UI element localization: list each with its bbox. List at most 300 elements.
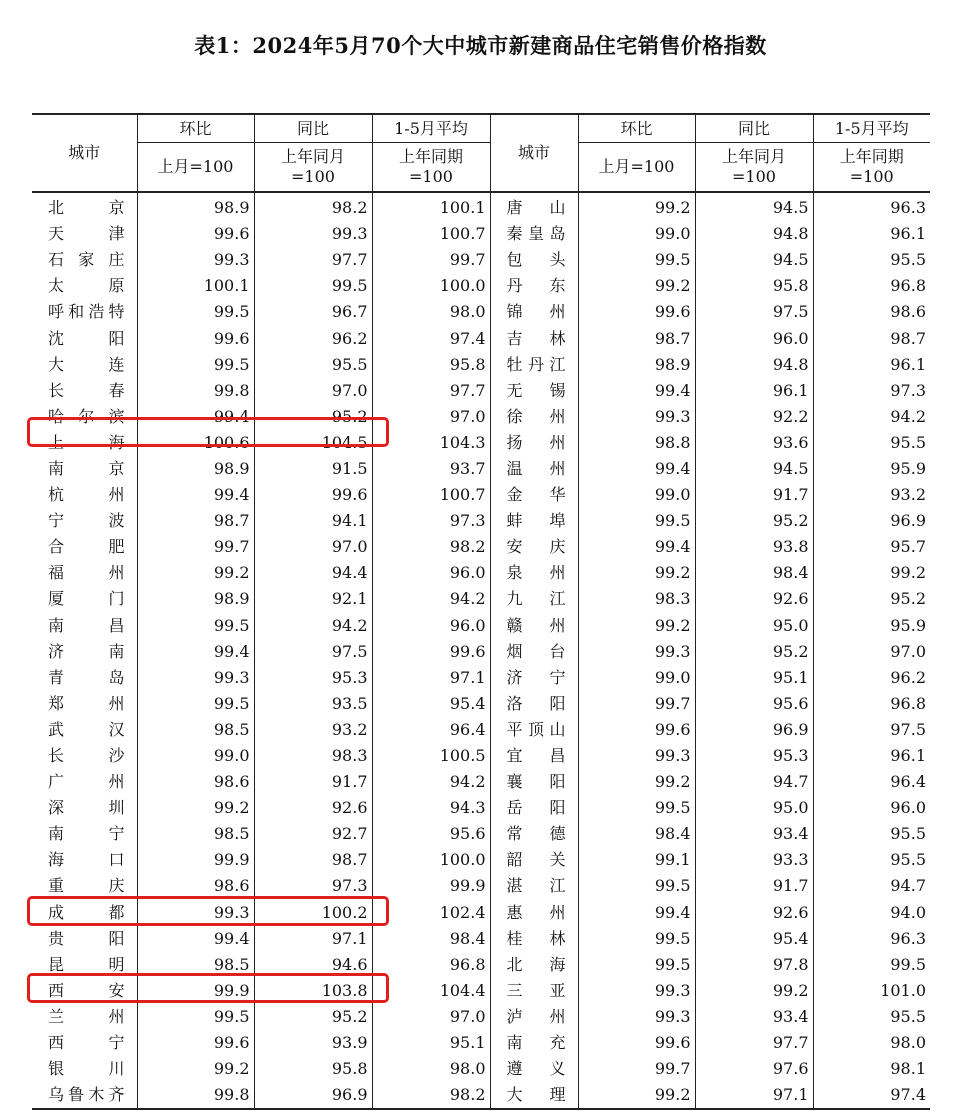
cell-city-left: 乌鲁木齐 [32, 1082, 137, 1109]
cell-city-left: 呼和浩特 [48, 302, 125, 322]
cell-mom-right: 99.5 [578, 952, 695, 978]
cell-mom-right: 99.4 [578, 534, 695, 560]
table-row [32, 691, 930, 717]
header-mom-right: 环比 [578, 114, 695, 143]
cell-yoy-left: 95.2 [254, 1004, 372, 1030]
cell-city-right: 韶关 [490, 847, 578, 873]
cell-city-left: 南宁 [48, 824, 125, 844]
cell-avg-right: 94.2 [813, 404, 930, 430]
table-row [32, 1030, 930, 1056]
cell-yoy-left: 93.5 [254, 691, 372, 717]
cell-city-right: 泸州 [490, 1004, 578, 1030]
cell-mom-left: 99.2 [137, 795, 254, 821]
cell-mom-left: 98.5 [137, 952, 254, 978]
cell-city-right: 牡丹江 [490, 352, 578, 378]
cell-city-right: 北海 [490, 952, 578, 978]
header-city-left: 城市 [32, 114, 137, 192]
cell-city-left: 昆明 [48, 954, 125, 974]
cell-avg-right: 95.5 [813, 247, 930, 273]
header-avg-base-right: 上年同期 =100 [813, 143, 930, 193]
cell-city-left: 南昌 [48, 615, 125, 635]
cell-mom-right: 98.4 [578, 821, 695, 847]
cell-yoy-left: 100.2 [254, 900, 372, 926]
cell-yoy-left: 93.9 [254, 1030, 372, 1056]
table-row [32, 769, 930, 795]
cell-mom-left: 98.9 [137, 192, 254, 221]
cell-avg-left: 93.7 [372, 456, 490, 482]
cell-mom-left: 99.6 [137, 221, 254, 247]
cell-yoy-right: 97.7 [695, 1030, 813, 1056]
cell-mom-left: 100.6 [137, 430, 254, 456]
cell-city-left: 杭州 [48, 485, 125, 505]
cell-yoy-right: 95.4 [695, 926, 813, 952]
cell-city-right: 吉林 [490, 325, 578, 351]
cell-city-right: 大理 [490, 1082, 578, 1109]
table-row [32, 404, 930, 430]
cell-mom-left: 99.7 [137, 534, 254, 560]
cell-avg-left: 96.8 [372, 952, 490, 978]
cell-yoy-left: 94.6 [254, 952, 372, 978]
cell-avg-right: 95.9 [813, 456, 930, 482]
cell-city-left: 成都 [48, 902, 125, 922]
cell-yoy-right: 95.3 [695, 743, 813, 769]
cell-yoy-right: 96.0 [695, 325, 813, 351]
cell-yoy-left: 97.7 [254, 247, 372, 273]
table-body [32, 192, 930, 1109]
cell-avg-left: 95.4 [372, 691, 490, 717]
cell-yoy-left: 92.1 [254, 586, 372, 612]
table-row [32, 352, 930, 378]
cell-mom-left: 99.4 [137, 926, 254, 952]
cell-city-left: 银川 [48, 1059, 125, 1079]
cell-avg-left: 94.2 [372, 586, 490, 612]
cell-avg-right: 96.1 [813, 743, 930, 769]
cell-mom-right: 99.4 [578, 378, 695, 404]
cell-mom-left: 99.5 [137, 299, 254, 325]
cell-yoy-right: 95.0 [695, 613, 813, 639]
cell-yoy-right: 95.2 [695, 508, 813, 534]
cell-avg-right: 98.7 [813, 325, 930, 351]
cell-yoy-right: 95.2 [695, 639, 813, 665]
table-row [32, 325, 930, 351]
table-row [32, 717, 930, 743]
cell-mom-left: 99.3 [137, 665, 254, 691]
cell-city-right: 泉州 [490, 560, 578, 586]
cell-mom-right: 99.0 [578, 482, 695, 508]
table-row [32, 378, 930, 404]
cell-city-right: 金华 [490, 482, 578, 508]
cell-city-left: 济南 [48, 641, 125, 661]
cell-mom-left: 99.6 [137, 1030, 254, 1056]
cell-city-right: 济宁 [490, 665, 578, 691]
cell-city-left: 贵阳 [48, 928, 125, 948]
table-row [32, 1082, 930, 1109]
cell-yoy-right: 95.8 [695, 273, 813, 299]
table-row [32, 873, 930, 899]
table-row [32, 795, 930, 821]
cell-avg-left: 100.7 [372, 482, 490, 508]
cell-yoy-left: 95.3 [254, 665, 372, 691]
table-row [32, 821, 930, 847]
cell-city-left: 宁波 [48, 511, 125, 531]
cell-avg-right: 97.0 [813, 639, 930, 665]
cell-yoy-left: 91.5 [254, 456, 372, 482]
cell-avg-right: 96.0 [813, 795, 930, 821]
cell-avg-left: 96.4 [372, 717, 490, 743]
cell-city-right: 烟台 [490, 639, 578, 665]
cell-city-right: 安庆 [490, 534, 578, 560]
cell-mom-right: 99.3 [578, 743, 695, 769]
cell-city-left: 合肥 [48, 537, 125, 557]
cell-yoy-right: 93.4 [695, 1004, 813, 1030]
table-row [32, 299, 930, 325]
cell-avg-right: 98.1 [813, 1056, 930, 1082]
cell-mom-right: 99.2 [578, 613, 695, 639]
cell-mom-left: 99.8 [137, 378, 254, 404]
cell-city-right: 惠州 [490, 900, 578, 926]
cell-yoy-left: 94.1 [254, 508, 372, 534]
cell-mom-left: 99.2 [137, 560, 254, 586]
cell-avg-right: 99.2 [813, 560, 930, 586]
table-row [32, 534, 930, 560]
cell-yoy-left: 96.9 [254, 1082, 372, 1109]
header-yoy-base-right: 上年同月 =100 [695, 143, 813, 193]
table-title: 表1：2024年5月70个大中城市新建商品住宅销售价格指数 [194, 33, 767, 58]
cell-avg-right: 98.0 [813, 1030, 930, 1056]
cell-mom-left: 98.9 [137, 586, 254, 612]
cell-city-left: 深圳 [48, 798, 125, 818]
cell-mom-right: 99.3 [578, 1004, 695, 1030]
cell-city-right: 洛阳 [490, 691, 578, 717]
cell-city-left: 广州 [48, 772, 125, 792]
cell-yoy-left: 99.3 [254, 221, 372, 247]
cell-mom-left: 99.5 [137, 1004, 254, 1030]
cell-avg-left: 98.2 [372, 1082, 490, 1109]
cell-mom-left: 100.1 [137, 273, 254, 299]
cell-avg-left: 104.4 [372, 978, 490, 1004]
cell-mom-left: 99.5 [137, 691, 254, 717]
cell-avg-right: 96.4 [813, 769, 930, 795]
cell-yoy-left: 98.3 [254, 743, 372, 769]
cell-avg-left: 99.7 [372, 247, 490, 273]
cell-avg-left: 95.8 [372, 352, 490, 378]
cell-mom-left: 99.4 [137, 404, 254, 430]
cell-yoy-right: 94.7 [695, 769, 813, 795]
cell-yoy-left: 97.3 [254, 873, 372, 899]
cell-avg-right: 94.7 [813, 873, 930, 899]
cell-avg-right: 94.0 [813, 900, 930, 926]
cell-yoy-left: 95.8 [254, 1056, 372, 1082]
cell-city-right: 扬州 [490, 430, 578, 456]
cell-mom-right: 99.4 [578, 456, 695, 482]
cell-mom-right: 99.1 [578, 847, 695, 873]
cell-avg-left: 95.6 [372, 821, 490, 847]
cell-yoy-right: 97.1 [695, 1082, 813, 1109]
cell-yoy-right: 96.9 [695, 717, 813, 743]
cell-yoy-left: 92.7 [254, 821, 372, 847]
cell-avg-right: 96.3 [813, 926, 930, 952]
cell-yoy-right: 91.7 [695, 873, 813, 899]
cell-mom-right: 98.8 [578, 430, 695, 456]
cell-yoy-left: 93.2 [254, 717, 372, 743]
cell-yoy-left: 98.2 [254, 192, 372, 221]
cell-yoy-right: 96.1 [695, 378, 813, 404]
cell-avg-left: 98.4 [372, 926, 490, 952]
table-row [32, 743, 930, 769]
cell-avg-left: 94.2 [372, 769, 490, 795]
cell-avg-left: 104.3 [372, 430, 490, 456]
table-row [32, 900, 930, 926]
cell-avg-left: 98.0 [372, 299, 490, 325]
cell-city-right: 无锡 [490, 378, 578, 404]
cell-city-left: 武汉 [48, 719, 125, 739]
cell-avg-left: 97.3 [372, 508, 490, 534]
price-index-table [32, 113, 930, 1110]
cell-city-left: 青岛 [48, 667, 125, 687]
cell-avg-left: 100.1 [372, 192, 490, 221]
cell-mom-right: 99.2 [578, 273, 695, 299]
cell-avg-right: 96.2 [813, 665, 930, 691]
cell-city-left: 兰州 [48, 1006, 125, 1026]
cell-avg-left: 97.7 [372, 378, 490, 404]
cell-mom-left: 99.3 [137, 900, 254, 926]
cell-yoy-left: 91.7 [254, 769, 372, 795]
cell-avg-left: 100.7 [372, 221, 490, 247]
cell-mom-left: 99.4 [137, 482, 254, 508]
cell-city-right: 常德 [490, 821, 578, 847]
cell-city-right: 锦州 [490, 299, 578, 325]
cell-yoy-right: 94.8 [695, 221, 813, 247]
cell-avg-right: 96.8 [813, 691, 930, 717]
cell-city-left: 西安 [48, 980, 125, 1000]
cell-city-right: 湛江 [490, 873, 578, 899]
cell-city-left: 北京 [48, 198, 125, 218]
cell-mom-right: 99.2 [578, 560, 695, 586]
cell-yoy-left: 103.8 [254, 978, 372, 1004]
cell-yoy-right: 94.5 [695, 456, 813, 482]
cell-city-right: 襄阳 [490, 769, 578, 795]
cell-city-left: 沈阳 [48, 328, 125, 348]
cell-mom-left: 98.5 [137, 717, 254, 743]
table-row [32, 508, 930, 534]
cell-city-right: 平顶山 [490, 717, 578, 743]
cell-avg-right: 97.4 [813, 1082, 930, 1109]
cell-city-left: 长春 [48, 380, 125, 400]
cell-yoy-right: 94.5 [695, 247, 813, 273]
cell-mom-left: 99.8 [137, 1082, 254, 1109]
cell-city-right: 遵义 [490, 1056, 578, 1082]
cell-avg-right: 96.3 [813, 192, 930, 221]
header-mom-base-left: 上月=100 [137, 143, 254, 193]
cell-yoy-right: 92.6 [695, 586, 813, 612]
cell-city-right: 徐州 [490, 404, 578, 430]
cell-mom-right: 99.2 [578, 1082, 695, 1109]
cell-city-right: 南充 [490, 1030, 578, 1056]
table-row [32, 221, 930, 247]
cell-city-left: 南京 [48, 458, 125, 478]
cell-mom-left: 99.5 [137, 352, 254, 378]
cell-mom-right: 99.5 [578, 508, 695, 534]
cell-avg-left: 97.1 [372, 665, 490, 691]
cell-city-right: 桂林 [490, 926, 578, 952]
cell-city-left: 海口 [48, 850, 125, 870]
cell-avg-left: 98.0 [372, 1056, 490, 1082]
cell-mom-left: 99.9 [137, 847, 254, 873]
cell-yoy-left: 94.4 [254, 560, 372, 586]
cell-yoy-right: 92.6 [695, 900, 813, 926]
cell-city-right: 赣州 [490, 613, 578, 639]
table-row [32, 952, 930, 978]
cell-avg-right: 96.9 [813, 508, 930, 534]
cell-avg-right: 97.5 [813, 717, 930, 743]
cell-avg-right: 95.5 [813, 430, 930, 456]
cell-yoy-left: 97.1 [254, 926, 372, 952]
cell-avg-left: 100.0 [372, 273, 490, 299]
cell-yoy-right: 92.2 [695, 404, 813, 430]
cell-mom-right: 99.3 [578, 639, 695, 665]
header-mom-base-right: 上月=100 [578, 143, 695, 193]
cell-city-left: 西宁 [48, 1033, 125, 1053]
cell-city-left: 郑州 [48, 693, 125, 713]
cell-mom-right: 99.5 [578, 247, 695, 273]
cell-avg-right: 95.7 [813, 534, 930, 560]
cell-avg-right: 96.8 [813, 273, 930, 299]
cell-mom-left: 98.5 [137, 821, 254, 847]
cell-mom-right: 99.3 [578, 978, 695, 1004]
cell-mom-right: 99.5 [578, 926, 695, 952]
cell-yoy-left: 98.7 [254, 847, 372, 873]
cell-avg-left: 97.4 [372, 325, 490, 351]
cell-mom-left: 99.2 [137, 1056, 254, 1082]
cell-mom-right: 99.6 [578, 717, 695, 743]
cell-mom-left: 98.6 [137, 769, 254, 795]
cell-yoy-right: 91.7 [695, 482, 813, 508]
table-row [32, 456, 930, 482]
table-row [32, 430, 930, 456]
cell-city-left: 重庆 [48, 876, 125, 896]
cell-yoy-right: 93.3 [695, 847, 813, 873]
cell-mom-right: 98.7 [578, 325, 695, 351]
cell-city-left: 大连 [48, 354, 125, 374]
table-row [32, 926, 930, 952]
cell-yoy-right: 94.8 [695, 352, 813, 378]
cell-avg-left: 100.0 [372, 847, 490, 873]
header-yoy-base-left: 上年同月 =100 [254, 143, 372, 193]
cell-city-right: 温州 [490, 456, 578, 482]
cell-city-right: 蚌埠 [490, 508, 578, 534]
cell-yoy-right: 93.6 [695, 430, 813, 456]
cell-yoy-left: 94.2 [254, 613, 372, 639]
cell-avg-left: 94.3 [372, 795, 490, 821]
header-avg-base-left: 上年同期 =100 [372, 143, 490, 193]
cell-yoy-right: 97.6 [695, 1056, 813, 1082]
cell-yoy-left: 92.6 [254, 795, 372, 821]
cell-avg-left: 99.6 [372, 639, 490, 665]
cell-mom-right: 98.3 [578, 586, 695, 612]
cell-mom-right: 99.3 [578, 404, 695, 430]
table-row [32, 273, 930, 299]
cell-avg-left: 102.4 [372, 900, 490, 926]
cell-yoy-right: 94.5 [695, 192, 813, 221]
cell-avg-left: 99.9 [372, 873, 490, 899]
cell-mom-right: 99.5 [578, 795, 695, 821]
cell-city-left: 福州 [48, 563, 125, 583]
cell-yoy-left: 96.7 [254, 299, 372, 325]
cell-city-right: 岳阳 [490, 795, 578, 821]
cell-mom-left: 99.5 [137, 613, 254, 639]
cell-avg-right: 95.5 [813, 847, 930, 873]
cell-avg-right: 96.1 [813, 352, 930, 378]
cell-avg-left: 95.1 [372, 1030, 490, 1056]
cell-yoy-right: 97.5 [695, 299, 813, 325]
cell-yoy-left: 104.5 [254, 430, 372, 456]
cell-yoy-right: 93.4 [695, 821, 813, 847]
cell-avg-right: 95.5 [813, 1004, 930, 1030]
table-row [32, 1004, 930, 1030]
table-row [32, 560, 930, 586]
cell-mom-left: 99.9 [137, 978, 254, 1004]
cell-city-right: 包头 [490, 247, 578, 273]
table-row [32, 978, 930, 1004]
cell-mom-left: 99.0 [137, 743, 254, 769]
cell-avg-right: 101.0 [813, 978, 930, 1004]
cell-city-right: 宜昌 [490, 743, 578, 769]
cell-avg-right: 97.3 [813, 378, 930, 404]
table-row [32, 1056, 930, 1082]
cell-yoy-left: 99.6 [254, 482, 372, 508]
cell-mom-right: 98.9 [578, 352, 695, 378]
cell-yoy-right: 95.0 [695, 795, 813, 821]
cell-mom-left: 98.9 [137, 456, 254, 482]
cell-mom-left: 99.4 [137, 639, 254, 665]
cell-mom-right: 99.2 [578, 192, 695, 221]
cell-city-left: 天津 [48, 224, 125, 244]
cell-avg-right: 95.5 [813, 821, 930, 847]
cell-mom-right: 99.2 [578, 769, 695, 795]
cell-yoy-left: 96.2 [254, 325, 372, 351]
cell-yoy-right: 98.4 [695, 560, 813, 586]
cell-yoy-left: 95.5 [254, 352, 372, 378]
cell-avg-right: 98.6 [813, 299, 930, 325]
cell-avg-left: 97.0 [372, 404, 490, 430]
cell-yoy-right: 95.6 [695, 691, 813, 717]
table-row [32, 482, 930, 508]
cell-yoy-right: 95.1 [695, 665, 813, 691]
cell-avg-left: 100.5 [372, 743, 490, 769]
header-yoy-left: 同比 [254, 114, 372, 143]
header-avg-right: 1-5月平均 [813, 114, 930, 143]
cell-city-left: 长沙 [48, 746, 125, 766]
cell-mom-right: 99.0 [578, 221, 695, 247]
cell-city-left: 上海 [48, 432, 125, 452]
header-yoy-right: 同比 [695, 114, 813, 143]
cell-mom-right: 99.5 [578, 873, 695, 899]
cell-city-right: 秦皇岛 [490, 221, 578, 247]
cell-mom-right: 99.0 [578, 665, 695, 691]
cell-mom-left: 98.7 [137, 508, 254, 534]
cell-yoy-left: 97.5 [254, 639, 372, 665]
cell-city-right: 丹东 [490, 273, 578, 299]
table-row [32, 247, 930, 273]
table-row [32, 192, 930, 221]
cell-avg-left: 98.2 [372, 534, 490, 560]
cell-avg-left: 96.0 [372, 560, 490, 586]
header-city-right: 城市 [490, 114, 578, 192]
header-mom-left: 环比 [137, 114, 254, 143]
cell-avg-right: 95.9 [813, 613, 930, 639]
cell-yoy-right: 99.2 [695, 978, 813, 1004]
table-row [32, 639, 930, 665]
